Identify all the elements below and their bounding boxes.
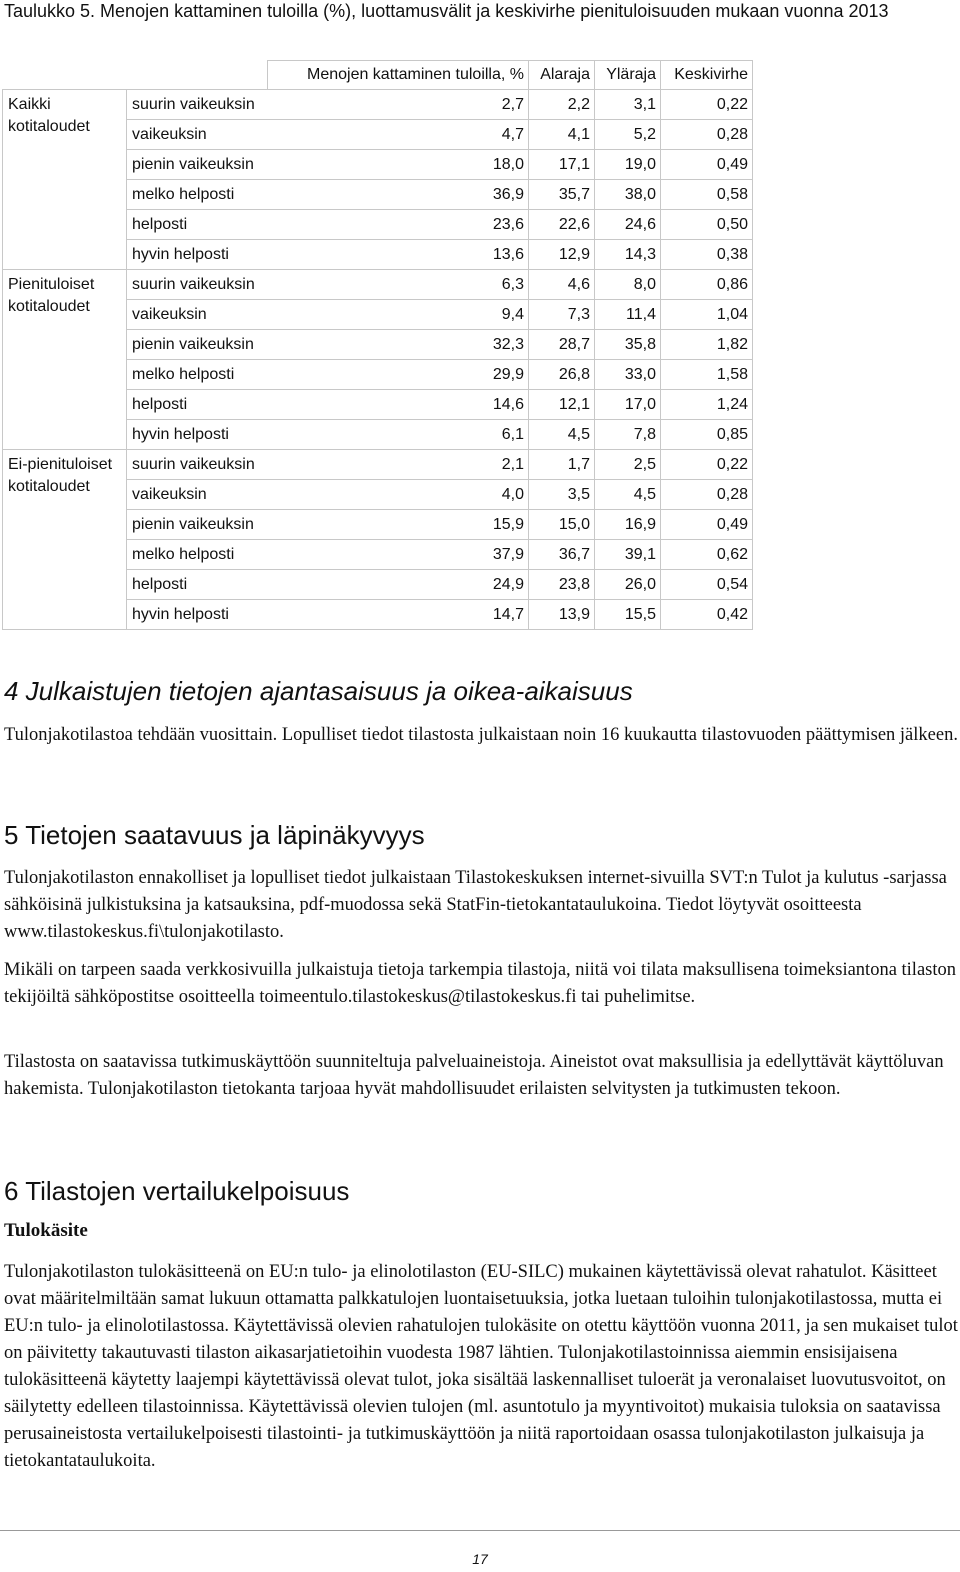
table-cell: 0,58 xyxy=(661,180,753,210)
table-cell: 19,0 xyxy=(595,150,661,180)
row-label: melko helposti xyxy=(127,540,268,570)
table-cell: 4,5 xyxy=(529,420,595,450)
table-cell: 1,04 xyxy=(661,300,753,330)
table-cell: 14,6 xyxy=(267,390,529,420)
row-label: helposti xyxy=(127,210,268,240)
row-label: hyvin helposti xyxy=(127,240,268,270)
table-cell: 1,24 xyxy=(661,390,753,420)
section-5-heading: 5 Tietojen saatavuus ja läpinäkyvyys xyxy=(4,820,425,850)
table-row xyxy=(3,90,753,120)
table-cell: 0,28 xyxy=(661,120,753,150)
row-label: vaikeuksin xyxy=(127,120,268,150)
table-cell: 0,49 xyxy=(661,150,753,180)
table-cell: 28,7 xyxy=(529,330,595,360)
table-cell: 23,6 xyxy=(267,210,529,240)
table-cell: 23,8 xyxy=(529,570,595,600)
table-cell: 37,9 xyxy=(267,540,529,570)
col-header-lower: Alaraja xyxy=(529,61,595,90)
table-cell: 29,9 xyxy=(267,360,529,390)
table-cell: 0,54 xyxy=(661,570,753,600)
table-cell: 0,86 xyxy=(661,270,753,300)
table-header-row xyxy=(3,61,753,90)
row-label: suurin vaikeuksin xyxy=(127,270,268,300)
table-cell: 9,4 xyxy=(267,300,529,330)
row-label: suurin vaikeuksin xyxy=(127,90,268,120)
group-label: Pienituloiset kotitaloudet xyxy=(3,270,127,450)
col-header-upper: Yläraja xyxy=(595,61,661,90)
table-cell: 0,49 xyxy=(661,510,753,540)
table-cell: 12,1 xyxy=(529,390,595,420)
table-cell: 14,7 xyxy=(267,600,529,630)
table-cell: 6,1 xyxy=(267,420,529,450)
col-header-stderr: Keskivirhe xyxy=(661,61,753,90)
row-label: vaikeuksin xyxy=(127,300,268,330)
row-label: pienin vaikeuksin xyxy=(127,150,268,180)
table-cell: 2,7 xyxy=(267,90,529,120)
table-caption: Taulukko 5. Menojen kattaminen tuloilla (%), luottamusvälit ja keskivirhe pienituloisuuden mukaan vuonna 2013 xyxy=(4,1,889,21)
table-cell: 16,9 xyxy=(595,510,661,540)
table-cell: 0,50 xyxy=(661,210,753,240)
table-cell: 4,1 xyxy=(529,120,595,150)
table-cell: 33,0 xyxy=(595,360,661,390)
table-cell: 26,0 xyxy=(595,570,661,600)
table-cell: 1,58 xyxy=(661,360,753,390)
table-cell: 14,3 xyxy=(595,240,661,270)
table-cell: 36,7 xyxy=(529,540,595,570)
page-number: 17 xyxy=(472,1551,488,1567)
row-label: helposti xyxy=(127,390,268,420)
table-cell: 2,1 xyxy=(267,450,529,480)
table-cell: 4,0 xyxy=(267,480,529,510)
section-5-paragraph-2: Mikäli on tarpeen saada verkkosivuilla julkaistuja tietoja tarkempia tilastoja, niitä voi tilata maksullisena toimeksiantona tilaston tekijöiltä sähköpostitse osoitteella toimeentulo.tilastokeskus@tilastokeskus.fi tai puhelimitse. xyxy=(4,960,957,1007)
table-cell: 3,5 xyxy=(529,480,595,510)
table-cell: 24,9 xyxy=(267,570,529,600)
table-row xyxy=(3,450,753,480)
col-header-coverage: Menojen kattaminen tuloilla, % xyxy=(267,61,529,90)
table-cell: 13,9 xyxy=(529,600,595,630)
section-6-subheading: Tulokäsite xyxy=(4,1220,88,1241)
table-cell: 35,7 xyxy=(529,180,595,210)
table-cell: 7,8 xyxy=(595,420,661,450)
table-cell: 13,6 xyxy=(267,240,529,270)
table-cell: 5,2 xyxy=(595,120,661,150)
table-cell: 22,6 xyxy=(529,210,595,240)
row-label: melko helposti xyxy=(127,180,268,210)
table-body xyxy=(3,90,753,630)
table-cell: 4,7 xyxy=(267,120,529,150)
table-cell: 32,3 xyxy=(267,330,529,360)
table-cell: 24,6 xyxy=(595,210,661,240)
table-cell: 15,9 xyxy=(267,510,529,540)
table-cell: 15,0 xyxy=(529,510,595,540)
table-header-blank xyxy=(3,61,268,90)
table-cell: 0,62 xyxy=(661,540,753,570)
section-5-paragraph-3: Tilastosta on saatavissa tutkimuskäyttöön suunniteltuja palveluaineistoja. Aineistot ovat maksullisia ja edellyttävät käyttöluvan hakemista. Tulonjakotilaston tietokanta tarjoaa hyvät mahdollisuudet erilaisten selvitysten ja tutkimusten tekoon. xyxy=(4,1052,944,1099)
row-label: pienin vaikeuksin xyxy=(127,330,268,360)
row-label: suurin vaikeuksin xyxy=(127,450,268,480)
data-table xyxy=(2,60,753,630)
table-cell: 26,8 xyxy=(529,360,595,390)
section-6-heading: 6 Tilastojen vertailukelpoisuus xyxy=(4,1176,350,1206)
section-4-paragraph-1: Tulonjakotilastoa tehdään vuosittain. Lopulliset tiedot tilastosta julkaistaan noin 16 kuukautta tilastovuoden päättymisen jälkeen. xyxy=(4,725,958,745)
table-cell: 15,5 xyxy=(595,600,661,630)
table-cell: 12,9 xyxy=(529,240,595,270)
table-cell: 6,3 xyxy=(267,270,529,300)
table-cell: 0,42 xyxy=(661,600,753,630)
table-row xyxy=(3,270,753,300)
table-cell: 1,7 xyxy=(529,450,595,480)
section-5-paragraph-1: Tulonjakotilaston ennakolliset ja lopulliset tiedot julkaistaan Tilastokeskuksen internet-sivuilla SVT:n Tulot ja kulutus -sarjassa sähköisinä julkistuksina ja katsauksina, pdf-muodossa sekä StatFin-tietokantataulukoina. Tiedot löytyvät osoitteesta www.tilastokeskus.fi\tulonjakotilasto. xyxy=(4,868,947,942)
table-cell: 35,8 xyxy=(595,330,661,360)
row-label: pienin vaikeuksin xyxy=(127,510,268,540)
row-label: vaikeuksin xyxy=(127,480,268,510)
table-cell: 0,22 xyxy=(661,90,753,120)
table-cell: 0,38 xyxy=(661,240,753,270)
row-label: hyvin helposti xyxy=(127,600,268,630)
group-label: Ei-pienituloiset kotitaloudet xyxy=(3,450,127,630)
table-cell: 2,2 xyxy=(529,90,595,120)
table-cell: 3,1 xyxy=(595,90,661,120)
table-cell: 38,0 xyxy=(595,180,661,210)
table-cell: 0,22 xyxy=(661,450,753,480)
table-cell: 2,5 xyxy=(595,450,661,480)
table-cell: 39,1 xyxy=(595,540,661,570)
table-cell: 8,0 xyxy=(595,270,661,300)
footer-divider xyxy=(0,1530,960,1531)
table-cell: 11,4 xyxy=(595,300,661,330)
table-cell: 17,1 xyxy=(529,150,595,180)
group-label: Kaikki kotitaloudet xyxy=(3,90,127,270)
table-cell: 1,82 xyxy=(661,330,753,360)
table-cell: 0,28 xyxy=(661,480,753,510)
table-cell: 17,0 xyxy=(595,390,661,420)
row-label: hyvin helposti xyxy=(127,420,268,450)
table-cell: 18,0 xyxy=(267,150,529,180)
row-label: melko helposti xyxy=(127,360,268,390)
section-4-heading: 4 Julkaistujen tietojen ajantasaisuus ja oikea-aikaisuus xyxy=(4,676,633,706)
table-cell: 4,5 xyxy=(595,480,661,510)
table-cell: 7,3 xyxy=(529,300,595,330)
table-cell: 0,85 xyxy=(661,420,753,450)
row-label: helposti xyxy=(127,570,268,600)
section-6-paragraph-1: Tulonjakotilaston tulokäsitteenä on EU:n tulo- ja elinolotilaston (EU-SILC) mukainen käytettävissä olevat rahatulot. Käsitteet ovat määritelmiltään samat lukuun ottamatta palkkatulojen luontaisetuuksia, jotka luetaan tuloihin tulonjakotilastossa, mutta ei EU:n tulo- ja elinolotilastossa. Käytettävissä olevien rahatulojen tulokäsite on otettu käyttöön vuonna 2011, ja sen mukaiset tulot on päivitetty takautuvasti tilaston aikasarjatietoihin vuodesta 1987 lähtien. Tulonjakotilastoinnissa aiemmin ensisijaisena tulokäsitteenä käytetty laajempi käytettävissä olevat tulot, joka sisältää laskennalliset tuloerät ja veronalaiset luovutusvoitot, on säilytetty edelleen tilastoinnissa. Käytettävissä olevien tulojen (ml. asuntotulo ja myyntivoitot) mukaisia tuloksia on saatavissa perusaineistosta vertailukelpoisesti tilastointi- ja tutkimuskäyttöön ja niitä raportoidaan osassa tulonjakotilaston julkaisuja ja tietokantataulukoita. xyxy=(4,1262,958,1471)
table-cell: 4,6 xyxy=(529,270,595,300)
table-cell: 36,9 xyxy=(267,180,529,210)
